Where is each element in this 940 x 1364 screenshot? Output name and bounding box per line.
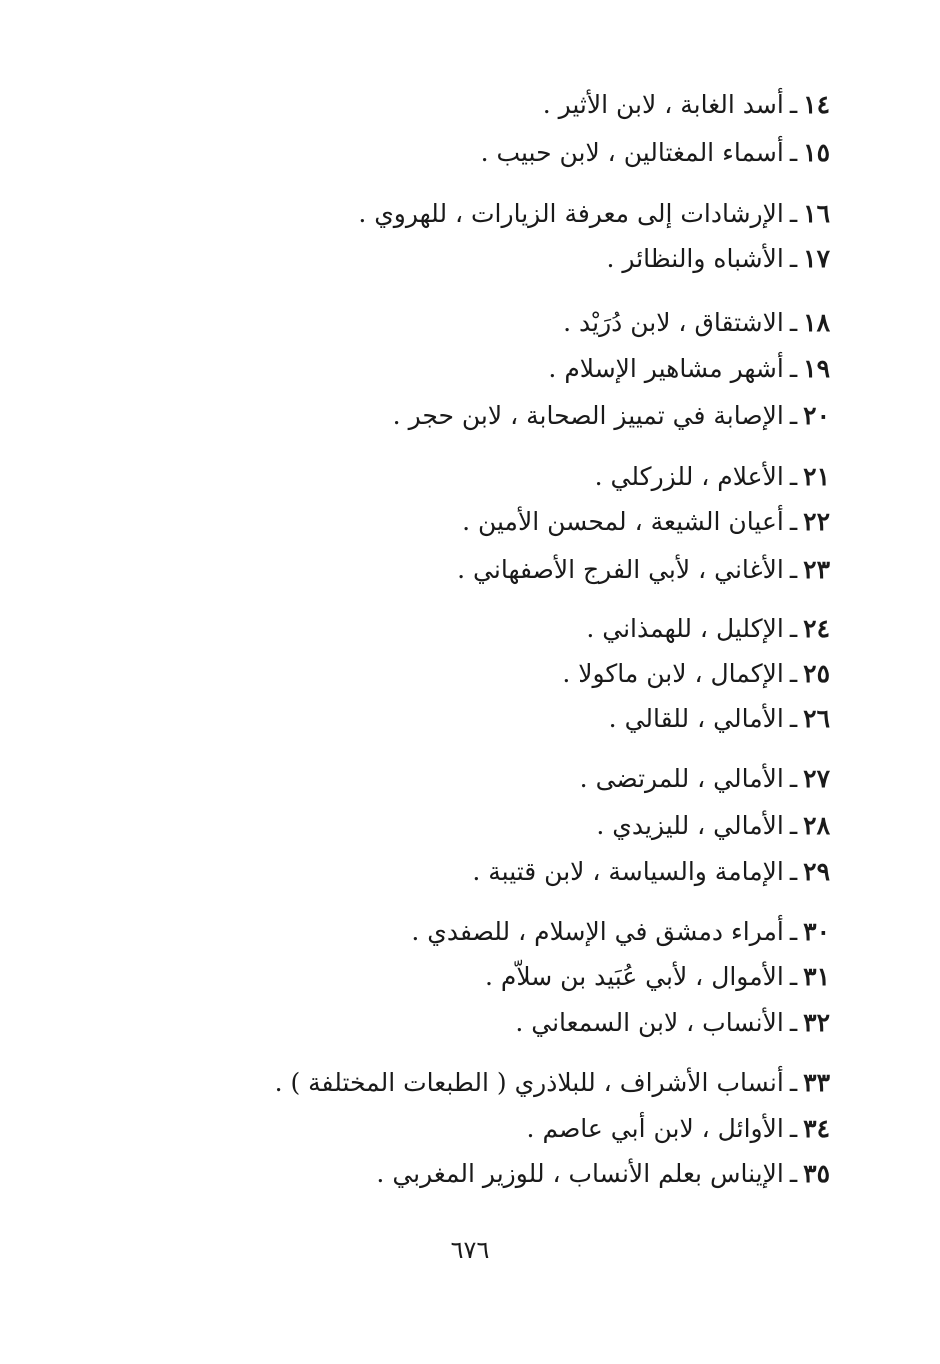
page-number: ٦٧٦ <box>450 1236 490 1264</box>
entry-text: الإرشادات إلى معرفة الزيارات ، للهروي . <box>358 199 784 228</box>
entry-text: أسماء المغتالين ، لابن حبيب . <box>480 138 784 167</box>
entry-number: ٣٤ <box>803 1114 830 1143</box>
bibliography-entry-33: ٣٣ـأنساب الأشراف ، للبلاذري ( الطبعات المختلفة ) . <box>275 1066 830 1100</box>
entry-number: ٣٣ <box>803 1068 830 1097</box>
entry-text: الأغاني ، لأبي الفرج الأصفهاني . <box>457 555 784 584</box>
bibliography-entry-21: ٢١ـالأعلام ، للزركلي . <box>595 460 830 494</box>
entry-text: الإصابة في تمييز الصحابة ، لابن حجر . <box>392 401 784 430</box>
entry-number: ٢٦ <box>803 704 830 733</box>
bibliography-entry-22: ٢٢ـأعيان الشيعة ، لمحسن الأمين . <box>462 505 830 539</box>
bibliography-entry-25: ٢٥ـالإكمال ، لابن ماكولا . <box>562 657 830 691</box>
entry-text: الاشتقاق ، لابن دُرَيْد . <box>563 308 784 337</box>
bibliography-entry-27: ٢٧ـالأمالي ، للمرتضى . <box>580 762 830 796</box>
bibliography-entry-30: ٣٠ـأمراء دمشق في الإسلام ، للصفدي . <box>411 915 830 949</box>
entry-text: الإمامة والسياسة ، لابن قتيبة . <box>472 857 784 886</box>
entry-number: ٣٥ <box>803 1159 830 1188</box>
bibliography-entry-19: ١٩ـأشهر مشاهير الإسلام . <box>548 352 830 386</box>
bibliography-entry-23: ٢٣ـالأغاني ، لأبي الفرج الأصفهاني . <box>457 553 830 587</box>
bibliography-entry-20: ٢٠ـالإصابة في تمييز الصحابة ، لابن حجر . <box>393 399 830 433</box>
bibliography-entry-35: ٣٥ـالإيناس بعلم الأنساب ، للوزير المغربي . <box>376 1157 830 1191</box>
bibliography-entry-14: ١٤ـأسد الغابة ، لابن الأثير . <box>543 88 830 122</box>
entry-number: ١٥ <box>803 138 830 167</box>
entry-number: ٢٤ <box>803 614 830 643</box>
entry-number: ١٧ <box>803 244 830 273</box>
entry-text: الأموال ، لأبي عُبَيد بن سلاّم . <box>484 962 784 991</box>
entry-text: الأوائل ، لابن أبي عاصم . <box>526 1114 784 1143</box>
entry-number: ٢٠ <box>803 401 830 430</box>
entry-number: ٢٨ <box>803 811 830 840</box>
entry-text: الأنساب ، لابن السمعاني . <box>515 1008 784 1037</box>
bibliography-entry-15: ١٥ـأسماء المغتالين ، لابن حبيب . <box>481 136 830 170</box>
entry-text: الأمالي ، للمرتضى . <box>579 764 784 793</box>
entry-text: أشهر مشاهير الإسلام . <box>548 354 784 383</box>
bibliography-entry-32: ٣٢ـالأنساب ، لابن السمعاني . <box>515 1006 830 1040</box>
entry-text: الإيناس بعلم الأنساب ، للوزير المغربي . <box>376 1159 784 1188</box>
entry-text: الأمالي ، لليزيدي . <box>596 811 784 840</box>
entry-number: ١٤ <box>803 90 830 119</box>
entry-number: ٢٣ <box>803 555 830 584</box>
entry-number: ١٩ <box>803 354 830 383</box>
entry-text: أعيان الشيعة ، لمحسن الأمين . <box>462 507 784 536</box>
entry-number: ٢٢ <box>803 507 830 536</box>
entry-number: ٣٢ <box>803 1008 830 1037</box>
entry-text: الإكمال ، لابن ماكولا . <box>562 659 784 688</box>
entry-number: ٢١ <box>803 462 830 491</box>
entry-text: الأمالي ، للقالي . <box>608 704 784 733</box>
bibliography-entry-29: ٢٩ـالإمامة والسياسة ، لابن قتيبة . <box>472 855 830 889</box>
entry-number: ٢٩ <box>803 857 830 886</box>
bibliography-entry-18: ١٨ـالاشتقاق ، لابن دُرَيْد . <box>563 306 830 340</box>
bibliography-entry-28: ٢٨ـالأمالي ، لليزيدي . <box>596 809 830 843</box>
bibliography-entry-24: ٢٤ـالإكليل ، للهمذاني . <box>586 612 830 646</box>
bibliography-entry-26: ٢٦ـالأمالي ، للقالي . <box>609 702 830 736</box>
entry-text: الأعلام ، للزركلي . <box>594 462 784 491</box>
bibliography-entry-31: ٣١ـالأموال ، لأبي عُبَيد بن سلاّم . <box>485 960 830 994</box>
entry-number: ١٨ <box>803 308 830 337</box>
entry-text: أمراء دمشق في الإسلام ، للصفدي . <box>411 917 784 946</box>
bibliography-entry-34: ٣٤ـالأوائل ، لابن أبي عاصم . <box>527 1112 830 1146</box>
bibliography-entry-17: ١٧ـالأشباه والنظائر . <box>607 242 831 276</box>
entry-text: أنساب الأشراف ، للبلاذري ( الطبعات المختلفة ) . <box>274 1068 784 1097</box>
entry-number: ٣٠ <box>803 917 830 946</box>
entry-text: الإكليل ، للهمذاني . <box>586 614 784 643</box>
entry-number: ٣١ <box>803 962 830 991</box>
entry-text: أسد الغابة ، لابن الأثير . <box>542 90 784 119</box>
entry-number: ٢٧ <box>803 764 830 793</box>
entry-text: الأشباه والنظائر . <box>606 244 784 273</box>
entry-number: ١٦ <box>803 199 830 228</box>
bibliography-entry-16: ١٦ـالإرشادات إلى معرفة الزيارات ، للهروي . <box>358 197 830 231</box>
entry-number: ٢٥ <box>803 659 830 688</box>
